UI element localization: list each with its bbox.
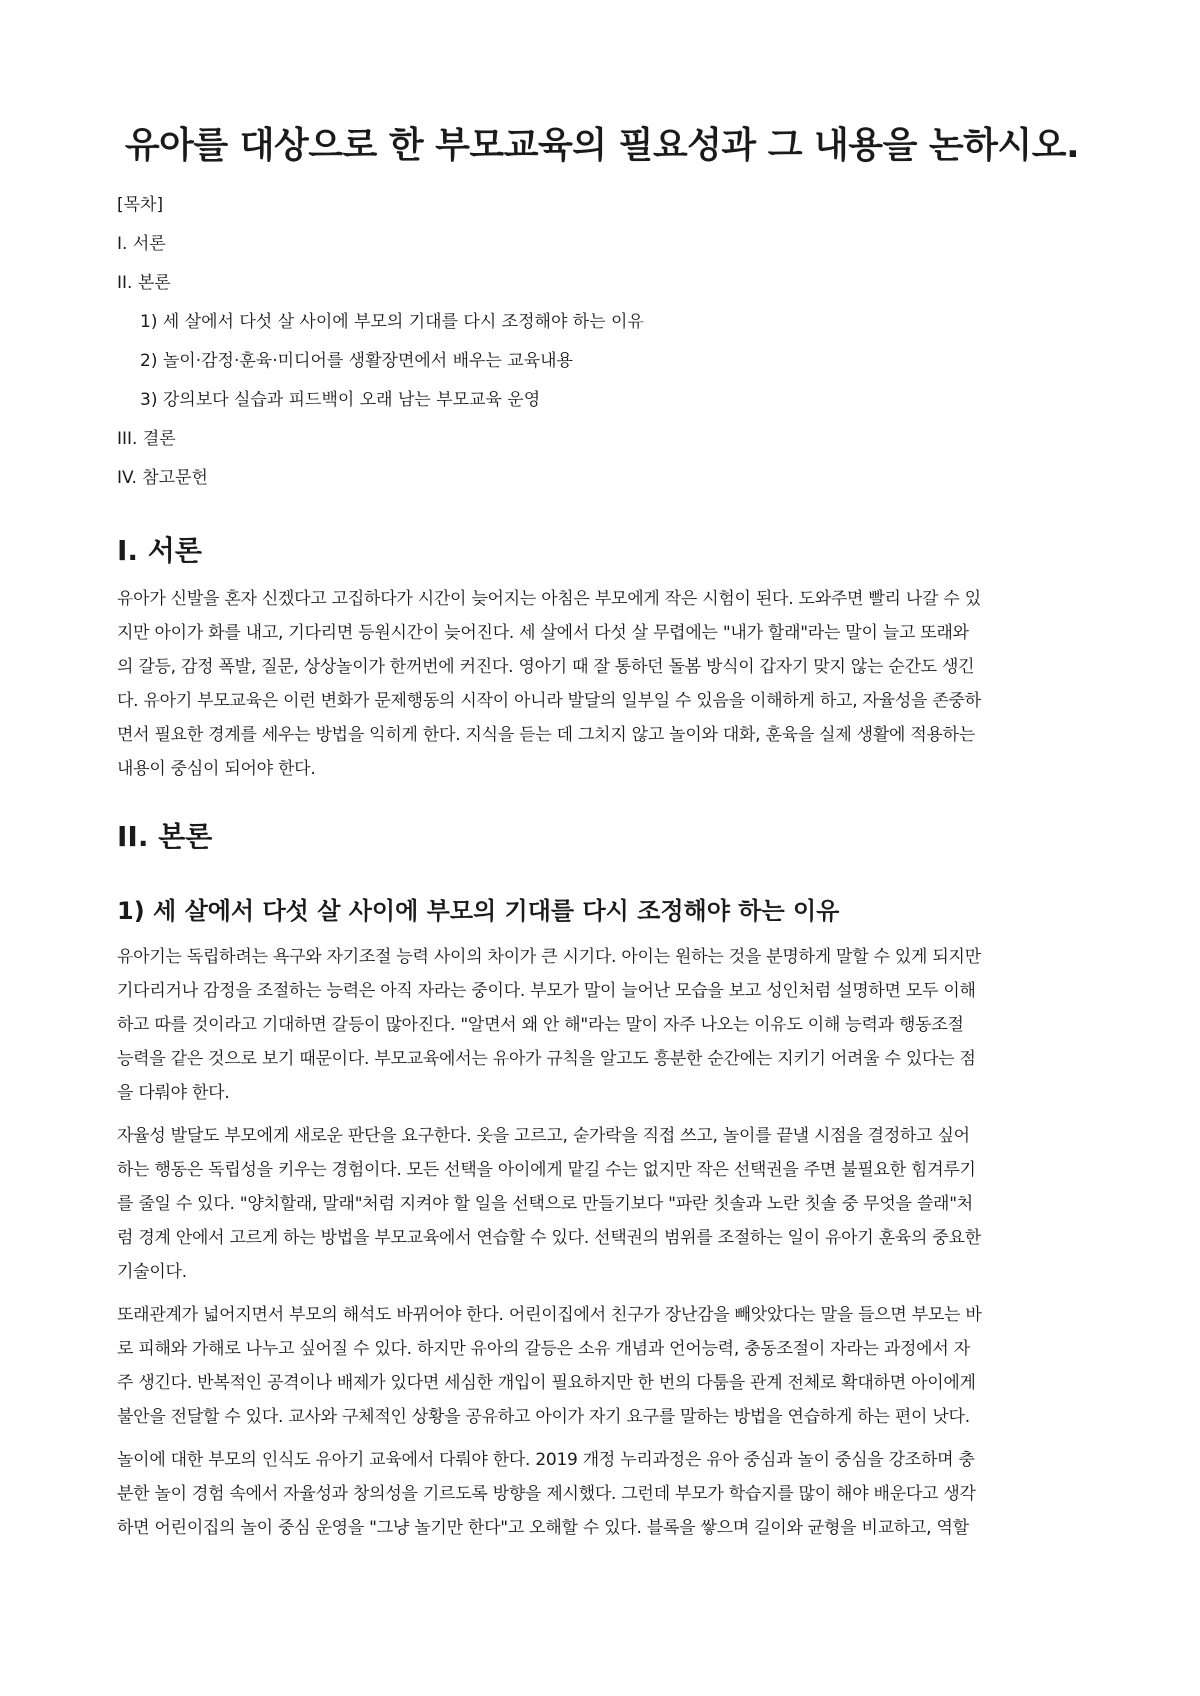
paragraph-line: 기다리거나 감정을 조절하는 능력은 아직 자라는 중이다. 부모가 말이 늘어난 모습을 보고 성인처럼 설명하면 모두 이해: [117, 981, 976, 1001]
paragraph-line: 하면 어린이집의 놀이 중심 운영을 "그냥 놀기만 한다"고 오해할 수 있다. 블록을 쌓으며 길이와 균형을 비교하고, 역할: [117, 1518, 969, 1538]
toc-item: I. 서론: [117, 234, 166, 254]
paragraph-line: 다. 유아기 부모교육은 이런 변화가 문제행동의 시작이 아니라 발달의 일부일 수 있음을 이해하게 하고, 자율성을 존중하: [117, 691, 981, 711]
section-heading-body: II. 본론: [117, 820, 213, 853]
paragraph-line: 유아기는 독립하려는 욕구와 자기조절 능력 사이의 차이가 큰 시기다. 아이는 원하는 것을 분명하게 말할 수 있게 되지만: [117, 947, 981, 967]
paragraph-line: 자율성 발달도 부모에게 새로운 판단을 요구한다. 옷을 고르고, 숟가락을 직접 쓰고, 놀이를 끝낼 시점을 결정하고 싶어: [117, 1126, 970, 1146]
body-paragraph: [117, 1298, 1087, 1434]
paragraph-line: 불안을 전달할 수 있다. 교사와 구체적인 상황을 공유하고 아이가 자기 요구를 말하는 방법을 연습하게 하는 편이 낫다.: [117, 1407, 970, 1427]
section-heading-intro: I. 서론: [117, 534, 202, 567]
document-title: 유아를 대상으로 한 부모교육의 필요성과 그 내용을 논하시오.: [124, 125, 1080, 166]
subsection-heading-1: 1) 세 살에서 다섯 살 사이에 부모의 기대를 다시 조정해야 하는 이유: [117, 897, 840, 925]
paragraph-line: 하는 행동은 독립성을 키우는 경험이다. 모든 선택을 아이에게 맡길 수는 없지만 작은 선택권을 주면 불필요한 힘겨루기: [117, 1160, 976, 1180]
paragraph-line: 내용이 중심이 되어야 한다.: [117, 759, 316, 779]
paragraph-line: 기술이다.: [117, 1262, 187, 1282]
toc-item: IV. 참고문헌: [117, 468, 208, 488]
paragraph-line: 럼 경계 안에서 고르게 하는 방법을 부모교육에서 연습할 수 있다. 선택권의 범위를 조절하는 일이 유아기 훈육의 중요한: [117, 1228, 981, 1248]
paragraph-line: 로 피해와 가해로 나누고 싶어질 수 있다. 하지만 유아의 갈등은 소유 개념과 언어능력, 충동조절이 자라는 과정에서 자: [117, 1339, 970, 1359]
toc-item: II. 본론: [117, 273, 171, 293]
paragraph-line: 유아가 신발을 혼자 신겠다고 고집하다가 시간이 늦어지는 아침은 부모에게 작은 시험이 된다. 도와주면 빨리 나갈 수 있: [117, 589, 981, 609]
paragraph-line: 하고 따를 것이라고 기대하면 갈등이 많아진다. "알면서 왜 안 해"라는 말이 자주 나오는 이유도 이해 능력과 행동조절: [117, 1015, 964, 1035]
document-page: [117, 0, 1087, 1696]
toc-heading: [목차]: [117, 195, 164, 215]
toc-subitem: 2) 놀이·감정·훈육·미디어를 생활장면에서 배우는 교육내용: [140, 351, 573, 371]
paragraph-line: 를 줄일 수 있다. "양치할래, 말래"처럼 지켜야 할 일을 선택으로 만들기보다 "파란 칫솔과 노란 칫솔 중 무엇을 쓸래"처: [117, 1194, 973, 1214]
paragraph-line: 의 갈등, 감정 폭발, 질문, 상상놀이가 한꺼번에 커진다. 영아기 때 잘 통하던 돌봄 방식이 갑자기 맞지 않는 순간도 생긴: [117, 657, 975, 677]
table-of-contents: [117, 186, 1087, 498]
body-paragraph: [117, 1119, 1087, 1289]
paragraph-line: 능력을 같은 것으로 보기 때문이다. 부모교육에서는 유아가 규칙을 알고도 흥분한 순간에는 지키기 어려울 수 있다는 점: [117, 1049, 976, 1069]
paragraph-line: 지만 아이가 화를 내고, 기다리면 등원시간이 늦어진다. 세 살에서 다섯 살 무렵에는 "내가 할래"라는 말이 늘고 또래와: [117, 623, 969, 643]
paragraph-line: 면서 필요한 경계를 세우는 방법을 익히게 한다. 지식을 듣는 데 그치지 않고 놀이와 대화, 훈육을 실제 생활에 적용하는: [117, 725, 976, 745]
toc-item: III. 결론: [117, 429, 176, 449]
paragraph-line: 을 다뤄야 한다.: [117, 1083, 230, 1103]
paragraph-line: 놀이에 대한 부모의 인식도 유아기 교육에서 다뤄야 한다. 2019 개정 누리과정은 유아 중심과 놀이 중심을 강조하며 충: [117, 1450, 975, 1470]
toc-subitem: 1) 세 살에서 다섯 살 사이에 부모의 기대를 다시 조정해야 하는 이유: [140, 312, 644, 332]
body-paragraph: [117, 1443, 1087, 1545]
paragraph-line: 주 생긴다. 반복적인 공격이나 배제가 있다면 세심한 개입이 필요하지만 한 번의 다툼을 관계 전체로 확대하면 아이에게: [117, 1373, 976, 1393]
paragraph-line: 또래관계가 넓어지면서 부모의 해석도 바뀌어야 한다. 어린이집에서 친구가 장난감을 빼앗았다는 말을 들으면 부모는 바: [117, 1305, 982, 1325]
body-paragraph: [117, 940, 1087, 1110]
toc-subitem: 3) 강의보다 실습과 피드백이 오래 남는 부모교육 운영: [140, 390, 541, 410]
intro-paragraph: [117, 582, 1087, 786]
paragraph-line: 분한 놀이 경험 속에서 자율성과 창의성을 기르도록 방향을 제시했다. 그런데 부모가 학습지를 많이 해야 배운다고 생각: [117, 1484, 976, 1504]
